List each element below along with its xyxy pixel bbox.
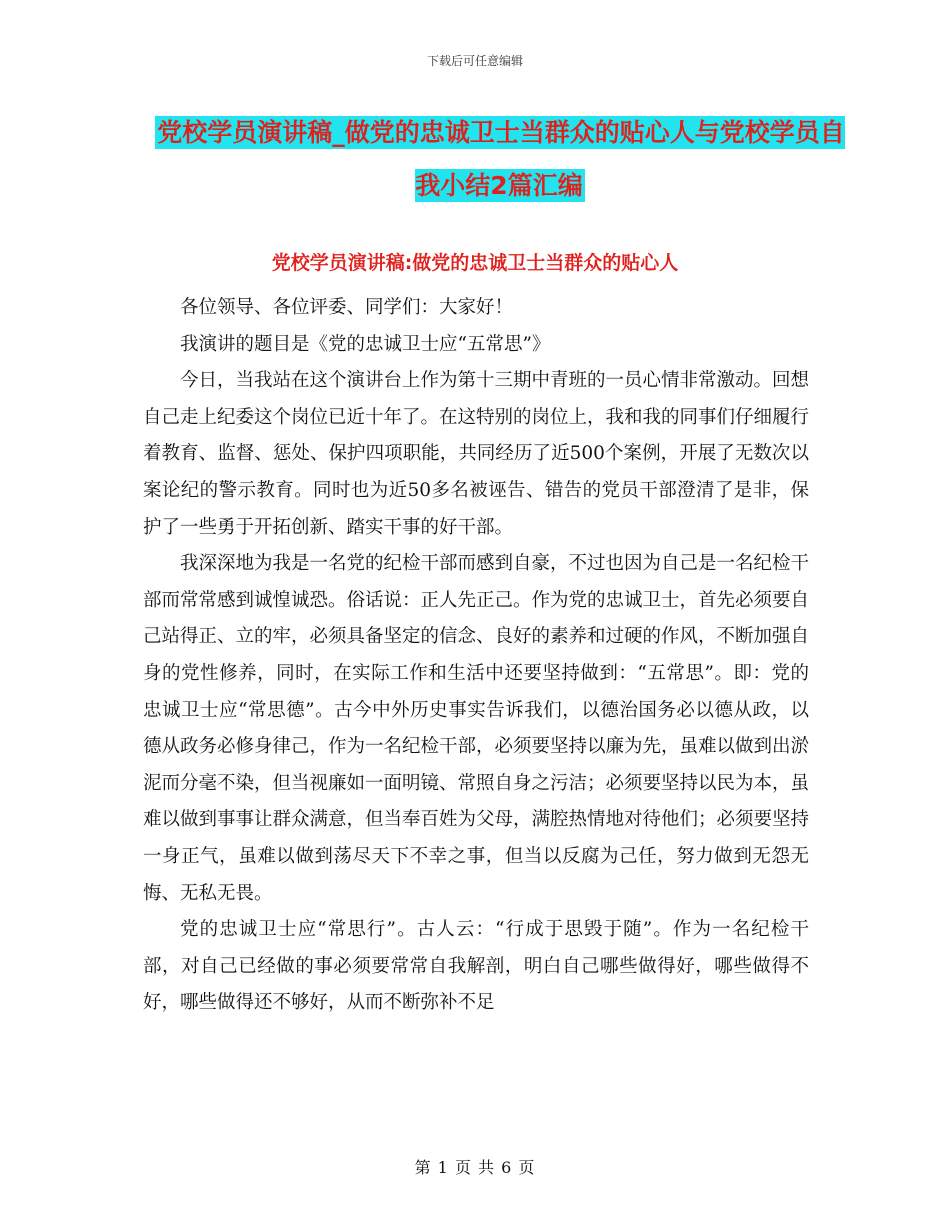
document-title	[150, 106, 850, 212]
page-header-note: 下载后可任意编辑	[426, 54, 523, 68]
section-title: 党校学员演讲稿:做党的忠诚卫士当群众的贴心人	[271, 252, 679, 274]
document-body	[143, 290, 809, 1022]
paragraph-greeting: 各位领导、各位评委、同学们：大家好！	[180, 297, 514, 318]
paragraph: 我深深地为我是一名党的纪检干部而感到自豪，不过也因为自己是一名纪检干部而常常感到诚惶诚恐。俗话说：正人先正己。作为党的忠诚卫士，首先必须要自己站得正、立的牢，必须具备坚定的信念、良好的素养和过硬的作风，不断加强自身的党性修养，同时，在实际工作和生活中还要坚持做到：“五常思”。即：党的忠诚卫士应“常思德”。古今中外历史事实告诉我们，以德治国务必以德从政，以德从政务必修身律己，作为一名纪检干部，必须要坚持以廉为先，虽难以做到出淤泥而分毫不染，但当视廉如一面明镜、常照自身之污洁；必须要坚持以民为本，虽难以做到事事让群众满意，但当奉百姓为父母，满腔热情地对待他们；必须要坚持一身正气，虽难以做到荡尽天下不幸之事，但当以反腐为己任，努力做到无怨无悔、无私无畏。	[143, 553, 810, 904]
document-title-text: 党校学员演讲稿_做党的忠诚卫士当群众的贴心人与党校学员自我小结2篇汇编	[157, 118, 845, 200]
paragraph-topic: 我演讲的题目是《党的忠诚卫士应“五常思”》	[180, 333, 551, 355]
paragraph: 今日，当我站在这个演讲台上作为第十三期中青班的一员心情非常激动。回想自己走上纪委这个岗位已近十年了。在这特别的岗位上，我和我的同事们仔细履行着教育、监督、惩处、保护四项职能，共同经历了近500个案例，开展了无数次以案论纪的警示教育。同时也为近50多名被诬告、错告的党员干部澄清了是非，保护了一些勇于开拓创新、踏实干事的好干部。	[143, 370, 810, 538]
paragraph: 党的忠诚卫士应“常思行”。古人云：“行成于思毁于随”。作为一名纪检干部，对自己已经做的事必须要常常自我解剖，明白自己哪些做得好，哪些做得不好，哪些做得还不够好，从而不断弥补不足	[143, 919, 809, 1014]
page-number-footer: 第 1 页 共 6 页	[414, 1158, 536, 1177]
